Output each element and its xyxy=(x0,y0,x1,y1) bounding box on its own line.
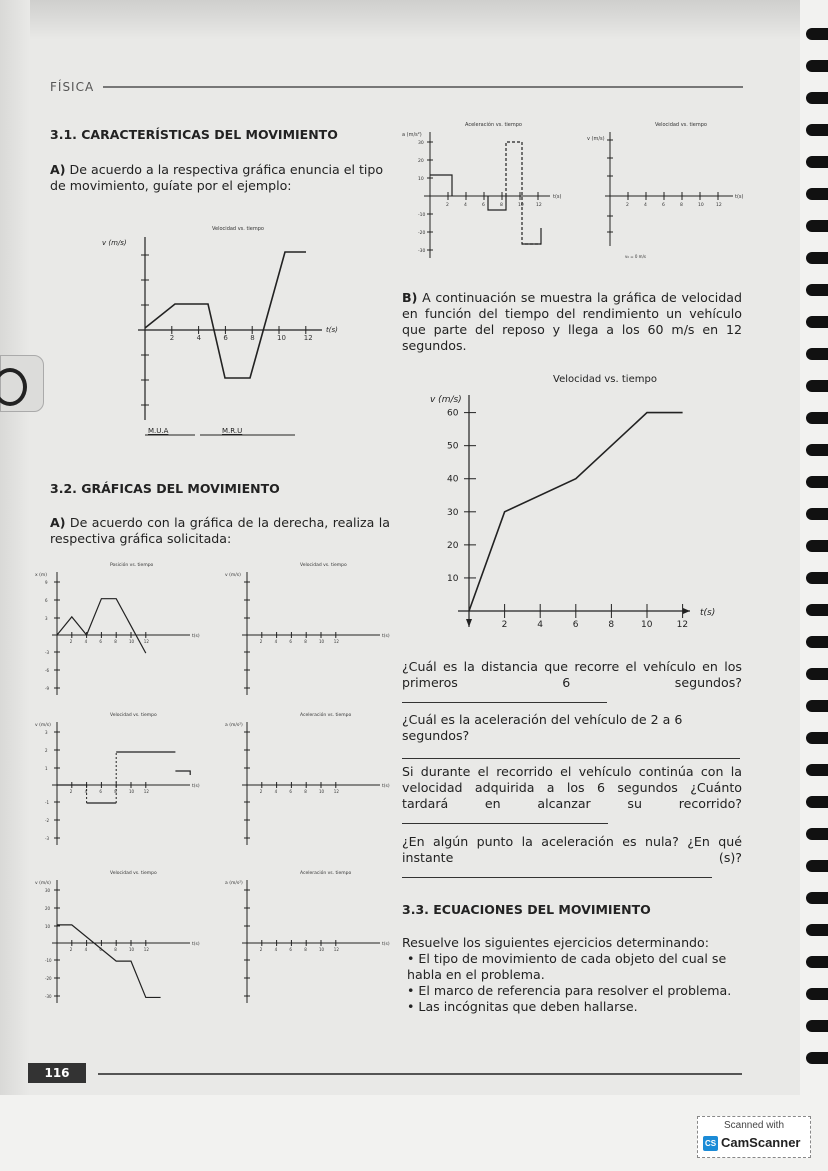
spiral-ring xyxy=(806,348,828,360)
example-chart-xlabel: t(s) xyxy=(326,326,338,334)
y-tick-label: 6 xyxy=(45,598,48,603)
y-tick-label: 9 xyxy=(45,580,48,585)
small-chart-title: Aceleración vs. tiempo xyxy=(300,713,352,718)
spiral-ring xyxy=(806,380,828,392)
x-tick-label: 6 xyxy=(99,789,102,794)
question-2 xyxy=(402,712,742,763)
small-chart-xlabel: t(s) xyxy=(382,634,390,639)
x-tick-label: 6 xyxy=(289,947,292,952)
y-tick-label: -1 xyxy=(45,800,49,805)
x-tick-label: 2 xyxy=(446,203,449,208)
x-tick-label: 2 xyxy=(169,334,175,342)
question-1 xyxy=(402,659,742,707)
spiral-ring xyxy=(806,668,828,680)
x-tick-label: 8 xyxy=(680,203,683,208)
question-3-text: Si durante el recorrido el vehículo continúa con la velocidad adquirida a los 6 segundos ¿Cuánto tardará en alcanzar su recorrido? xyxy=(402,764,742,811)
x-tick-label: 2 xyxy=(69,789,73,794)
example-x-ticks xyxy=(170,326,313,342)
y-tick-label: 1 xyxy=(45,766,48,771)
x-tick-label: 4 xyxy=(84,789,88,794)
spiral-ring xyxy=(806,60,828,72)
spiral-ring xyxy=(806,156,828,168)
top-accel-y-ticks xyxy=(418,140,433,254)
x-tick-label: 4 xyxy=(644,203,647,208)
blank-acceleration-chart-1 xyxy=(225,710,395,850)
x-tick-label: 10 xyxy=(129,789,135,794)
camscanner-logo-icon: CS xyxy=(703,1136,718,1151)
y-tick-label: 2 xyxy=(45,748,48,753)
section-31-a-label: A) xyxy=(50,162,66,177)
main-y-tick-label: 50 xyxy=(447,441,459,452)
top-vel-ylabel: v (m/s) xyxy=(587,136,605,142)
section-32-a-text: De acuerdo con la gráfica de la derecha, realiza la respectiva gráfica solicitada: xyxy=(50,515,390,546)
x-tick-label: 12 xyxy=(333,947,339,952)
question-3-answer-line[interactable] xyxy=(402,823,608,824)
x-tick-label: 8 xyxy=(304,947,307,952)
x-tick-label: 8 xyxy=(250,334,255,342)
x-tick-label: 12 xyxy=(333,789,339,794)
main-x-tick-label: 4 xyxy=(537,620,543,630)
spiral-ring xyxy=(806,252,828,264)
spiral-ring xyxy=(806,700,828,712)
top-acceleration-chart xyxy=(400,118,575,266)
question-4 xyxy=(402,834,742,882)
binder-clip xyxy=(0,355,44,412)
question-1-answer-line[interactable] xyxy=(402,702,607,703)
small-chart-ylabel: a (m/s²) xyxy=(225,723,243,728)
spiral-ring xyxy=(806,572,828,584)
x-tick-label: 6 xyxy=(99,639,102,644)
question-1-text: ¿Cuál es la distancia que recorre el vehículo en los primeros 6 segundos? xyxy=(402,659,742,690)
x-tick-label: 12 xyxy=(143,947,149,952)
small-chart-ylabel: v (m/s) xyxy=(225,573,241,578)
example-velocity-chart xyxy=(100,215,340,440)
y-tick-label: 30 xyxy=(418,141,424,146)
x-tick-label: 10 xyxy=(319,639,325,644)
x-tick-label: 12 xyxy=(536,203,542,208)
main-chart-ylabel: v (m/s) xyxy=(430,395,462,405)
spiral-ring xyxy=(806,636,828,648)
top-vel-xlabel: t(s) xyxy=(735,194,744,200)
small-chart-title: Velocidad vs. tiempo xyxy=(110,871,157,876)
x-tick-label: 2 xyxy=(259,639,263,644)
example-velocity-line xyxy=(145,252,306,378)
top-accel-x-ticks xyxy=(446,192,542,208)
spiral-ring xyxy=(806,764,828,776)
part-b-label: B) xyxy=(402,290,418,305)
section-33-bullet-2: • El marco de referencia para resolver el problema. xyxy=(407,983,732,998)
y-tick-label: 20 xyxy=(418,159,424,164)
question-2-text: ¿Cuál es la aceleración del vehículo de 2 a 6 segundos? xyxy=(402,712,683,743)
section-31-instruction xyxy=(50,162,395,194)
example-chart-title: Velocidad vs. tiempo xyxy=(212,226,264,232)
x-tick-label: 10 xyxy=(698,203,704,208)
blank-acceleration-chart-2 xyxy=(225,868,395,1008)
spiral-ring xyxy=(806,92,828,104)
top-accel-seg-3 xyxy=(506,142,541,244)
x-tick-label: 4 xyxy=(84,947,88,952)
example-label-mru: M.R.U xyxy=(222,427,243,435)
question-3 xyxy=(402,764,742,828)
main-y-tick-label: 10 xyxy=(447,573,459,584)
section-33-bullet-3: • Las incógnitas que deben hallarse. xyxy=(407,999,638,1014)
x-tick-label: 4 xyxy=(196,334,202,342)
x-tick-label: 10 xyxy=(518,203,524,208)
main-chart-title: Velocidad vs. tiempo xyxy=(553,374,657,385)
x-tick-label: 6 xyxy=(99,947,102,952)
spiral-ring xyxy=(806,828,828,840)
x-tick-label: 10 xyxy=(129,947,135,952)
question-2-answer-line[interactable] xyxy=(402,744,740,759)
velocity-steps-chart xyxy=(35,710,205,850)
main-x-tick-label: 10 xyxy=(641,620,653,630)
main-y-tick-label: 60 xyxy=(447,408,459,419)
spiral-ring xyxy=(806,1052,828,1064)
main-y-ticks xyxy=(447,409,476,584)
blank-velocity-chart-1 xyxy=(225,560,395,700)
x-tick-label: 2 xyxy=(626,203,629,208)
x-tick-label: 6 xyxy=(482,203,485,208)
x-tick-label: 10 xyxy=(277,334,286,342)
part-b-body: A continuación se muestra la gráfica de velocidad en función del tiempo del rendimiento un vehículo que parte del reposo y llega a los 60 m/s en 12 segundos. xyxy=(402,290,742,353)
y-tick-label: -3 xyxy=(45,836,49,841)
spiral-ring xyxy=(806,124,828,136)
top-accel-seg-4 xyxy=(522,228,541,244)
main-y-arrow xyxy=(466,619,472,627)
main-velocity-chart xyxy=(428,365,728,635)
section-31-title: 3.1. CARACTERÍSTICAS DEL MOVIMIENTO xyxy=(50,127,338,142)
spiral-ring xyxy=(806,988,828,1000)
x-tick-label: 8 xyxy=(114,789,117,794)
x-tick-label: 8 xyxy=(304,789,307,794)
x-tick-label: 12 xyxy=(143,639,149,644)
x-tick-label: 8 xyxy=(114,639,117,644)
spiral-ring xyxy=(806,28,828,40)
y-tick-label: 3 xyxy=(45,616,48,621)
main-chart-xlabel: t(s) xyxy=(700,608,716,618)
x-tick-label: 12 xyxy=(716,203,722,208)
top-vel-note: v₀ = 0 m/s xyxy=(625,254,647,259)
y-tick-label: -20 xyxy=(418,231,426,236)
y-tick-label: -10 xyxy=(45,958,52,963)
section-33-intro: Resuelve los siguientes ejercicios determinando: xyxy=(402,935,709,950)
small-chart-title: Velocidad vs. tiempo xyxy=(300,563,347,568)
section-33-body xyxy=(402,935,747,1015)
x-tick-label: 2 xyxy=(69,947,73,952)
footer-rule xyxy=(98,1073,742,1075)
top-accel-seg-1 xyxy=(430,175,452,196)
binder-ring-icon xyxy=(0,368,27,406)
spiral-ring xyxy=(806,220,828,232)
main-x-tick-label: 8 xyxy=(608,620,615,630)
spiral-ring xyxy=(806,444,828,456)
x-tick-label: 10 xyxy=(319,789,325,794)
top-vel-x-ticks xyxy=(626,192,722,208)
small-chart-xlabel: t(s) xyxy=(382,784,390,789)
section-32-a-label: A) xyxy=(50,515,66,530)
top-accel-ylabel: a (m/s²) xyxy=(402,132,422,138)
spiral-ring xyxy=(806,732,828,744)
page-top-shadow xyxy=(0,0,800,40)
x-tick-label: 6 xyxy=(223,334,228,342)
spiral-ring xyxy=(806,508,828,520)
y-tick-label: -9 xyxy=(45,686,49,691)
small-chart-xlabel: t(s) xyxy=(192,942,200,947)
main-x-tick-label: 2 xyxy=(501,620,508,630)
top-accel-title: Aceleración vs. tiempo xyxy=(465,122,522,128)
spiral-ring xyxy=(806,540,828,552)
section-31-a-text: De acuerdo a la respectiva gráfica enuncia el tipo de movimiento, guíate por el ejemplo: xyxy=(50,162,384,193)
y-tick-label: -30 xyxy=(45,994,52,999)
question-4-answer-line[interactable] xyxy=(402,877,712,878)
top-accel-seg-2 xyxy=(488,196,506,210)
x-tick-label: 6 xyxy=(289,789,292,794)
header-rule xyxy=(103,86,743,88)
spiral-ring xyxy=(806,924,828,936)
x-tick-label: 12 xyxy=(303,334,313,342)
main-x-tick-label: 6 xyxy=(572,620,579,630)
position-chart xyxy=(35,560,205,700)
y-tick-label: -2 xyxy=(45,818,49,823)
camscanner-watermark xyxy=(697,1116,811,1158)
small-data-line xyxy=(57,599,146,653)
y-tick-label: 30 xyxy=(45,888,51,893)
watermark-line-1: Scanned with xyxy=(723,1120,785,1131)
x-tick-label: 6 xyxy=(662,203,665,208)
spiral-ring xyxy=(806,604,828,616)
x-tick-label: 8 xyxy=(304,639,307,644)
y-tick-label: 20 xyxy=(45,906,51,911)
spiral-ring xyxy=(806,860,828,872)
small-chart-ylabel: v (m/s) xyxy=(35,881,51,886)
small-chart-xlabel: t(s) xyxy=(382,942,390,947)
spiral-ring xyxy=(806,1020,828,1032)
main-x-tick-label: 12 xyxy=(676,620,689,630)
top-accel-xlabel: t(s) xyxy=(553,194,562,200)
y-tick-label: -3 xyxy=(45,650,49,655)
y-tick-label: 3 xyxy=(45,730,48,735)
small-chart-ylabel: v (m/s) xyxy=(35,723,51,728)
section-32-title: 3.2. GRÁFICAS DEL MOVIMIENTO xyxy=(50,481,280,496)
x-tick-label: 2 xyxy=(259,789,263,794)
section-32-instruction xyxy=(50,515,390,547)
spiral-ring xyxy=(806,412,828,424)
x-tick-label: 2 xyxy=(69,639,73,644)
main-y-tick-label: 40 xyxy=(447,474,459,485)
y-tick-label: -30 xyxy=(418,249,426,254)
small-chart-title: Aceleración vs. tiempo xyxy=(300,871,352,876)
main-x-ticks xyxy=(502,604,688,630)
spiral-ring xyxy=(806,188,828,200)
page-left-shadow xyxy=(0,0,30,1095)
x-tick-label: 8 xyxy=(500,203,503,208)
y-tick-label: 10 xyxy=(45,924,51,929)
top-vel-title: Velocidad vs. tiempo xyxy=(655,122,707,128)
top-velocity-chart xyxy=(585,118,745,266)
section-33-bullet-1: • El tipo de movimiento de cada objeto del cual se habla en el problema. xyxy=(407,951,727,982)
spiral-ring xyxy=(806,892,828,904)
x-tick-label: 4 xyxy=(274,789,278,794)
x-tick-label: 8 xyxy=(114,947,117,952)
example-chart-ylabel: v (m/s) xyxy=(102,239,127,247)
x-tick-label: 10 xyxy=(319,947,325,952)
main-y-tick-label: 30 xyxy=(447,507,459,518)
spiral-ring xyxy=(806,316,828,328)
main-velocity-line xyxy=(469,413,683,611)
spiral-ring xyxy=(806,956,828,968)
y-tick-label: -6 xyxy=(45,668,49,673)
y-tick-label: -20 xyxy=(45,976,52,981)
main-y-tick-label: 20 xyxy=(447,540,459,551)
x-tick-label: 6 xyxy=(289,639,292,644)
page-number: 116 xyxy=(28,1063,86,1083)
small-chart-ylabel: a (m/s²) xyxy=(225,881,243,886)
main-x-arrow xyxy=(683,608,690,614)
question-4-text: ¿En algún punto la aceleración es nula? ¿En qué instante (s)? xyxy=(402,834,742,865)
x-tick-label: 4 xyxy=(84,639,88,644)
y-tick-label: -10 xyxy=(418,213,426,218)
x-tick-label: 4 xyxy=(464,203,467,208)
small-chart-title: Velocidad vs. tiempo xyxy=(110,713,157,718)
small-step-seg xyxy=(175,771,190,775)
x-tick-label: 2 xyxy=(259,947,263,952)
x-tick-label: 12 xyxy=(333,639,339,644)
part-b-text xyxy=(402,290,742,354)
x-tick-label: 4 xyxy=(274,947,278,952)
spiral-ring xyxy=(806,284,828,296)
small-chart-title: Posición vs. tiempo xyxy=(110,563,154,568)
subject-header: FÍSICA xyxy=(50,80,95,94)
watermark-brand: CamScanner xyxy=(721,1135,801,1150)
example-label-mua: M.U.A xyxy=(148,427,169,435)
velocity-ramp-chart xyxy=(35,868,205,1008)
small-data-line xyxy=(57,925,161,998)
section-33-title: 3.3. ECUACIONES DEL MOVIMIENTO xyxy=(402,902,651,917)
y-tick-label: 10 xyxy=(418,177,424,182)
spiral-ring xyxy=(806,796,828,808)
x-tick-label: 12 xyxy=(143,789,149,794)
x-tick-label: 4 xyxy=(274,639,278,644)
small-chart-ylabel: x (m) xyxy=(35,573,47,578)
x-tick-label: 10 xyxy=(129,639,135,644)
small-chart-xlabel: t(s) xyxy=(192,784,200,789)
small-chart-xlabel: t(s) xyxy=(192,634,200,639)
spiral-ring xyxy=(806,476,828,488)
